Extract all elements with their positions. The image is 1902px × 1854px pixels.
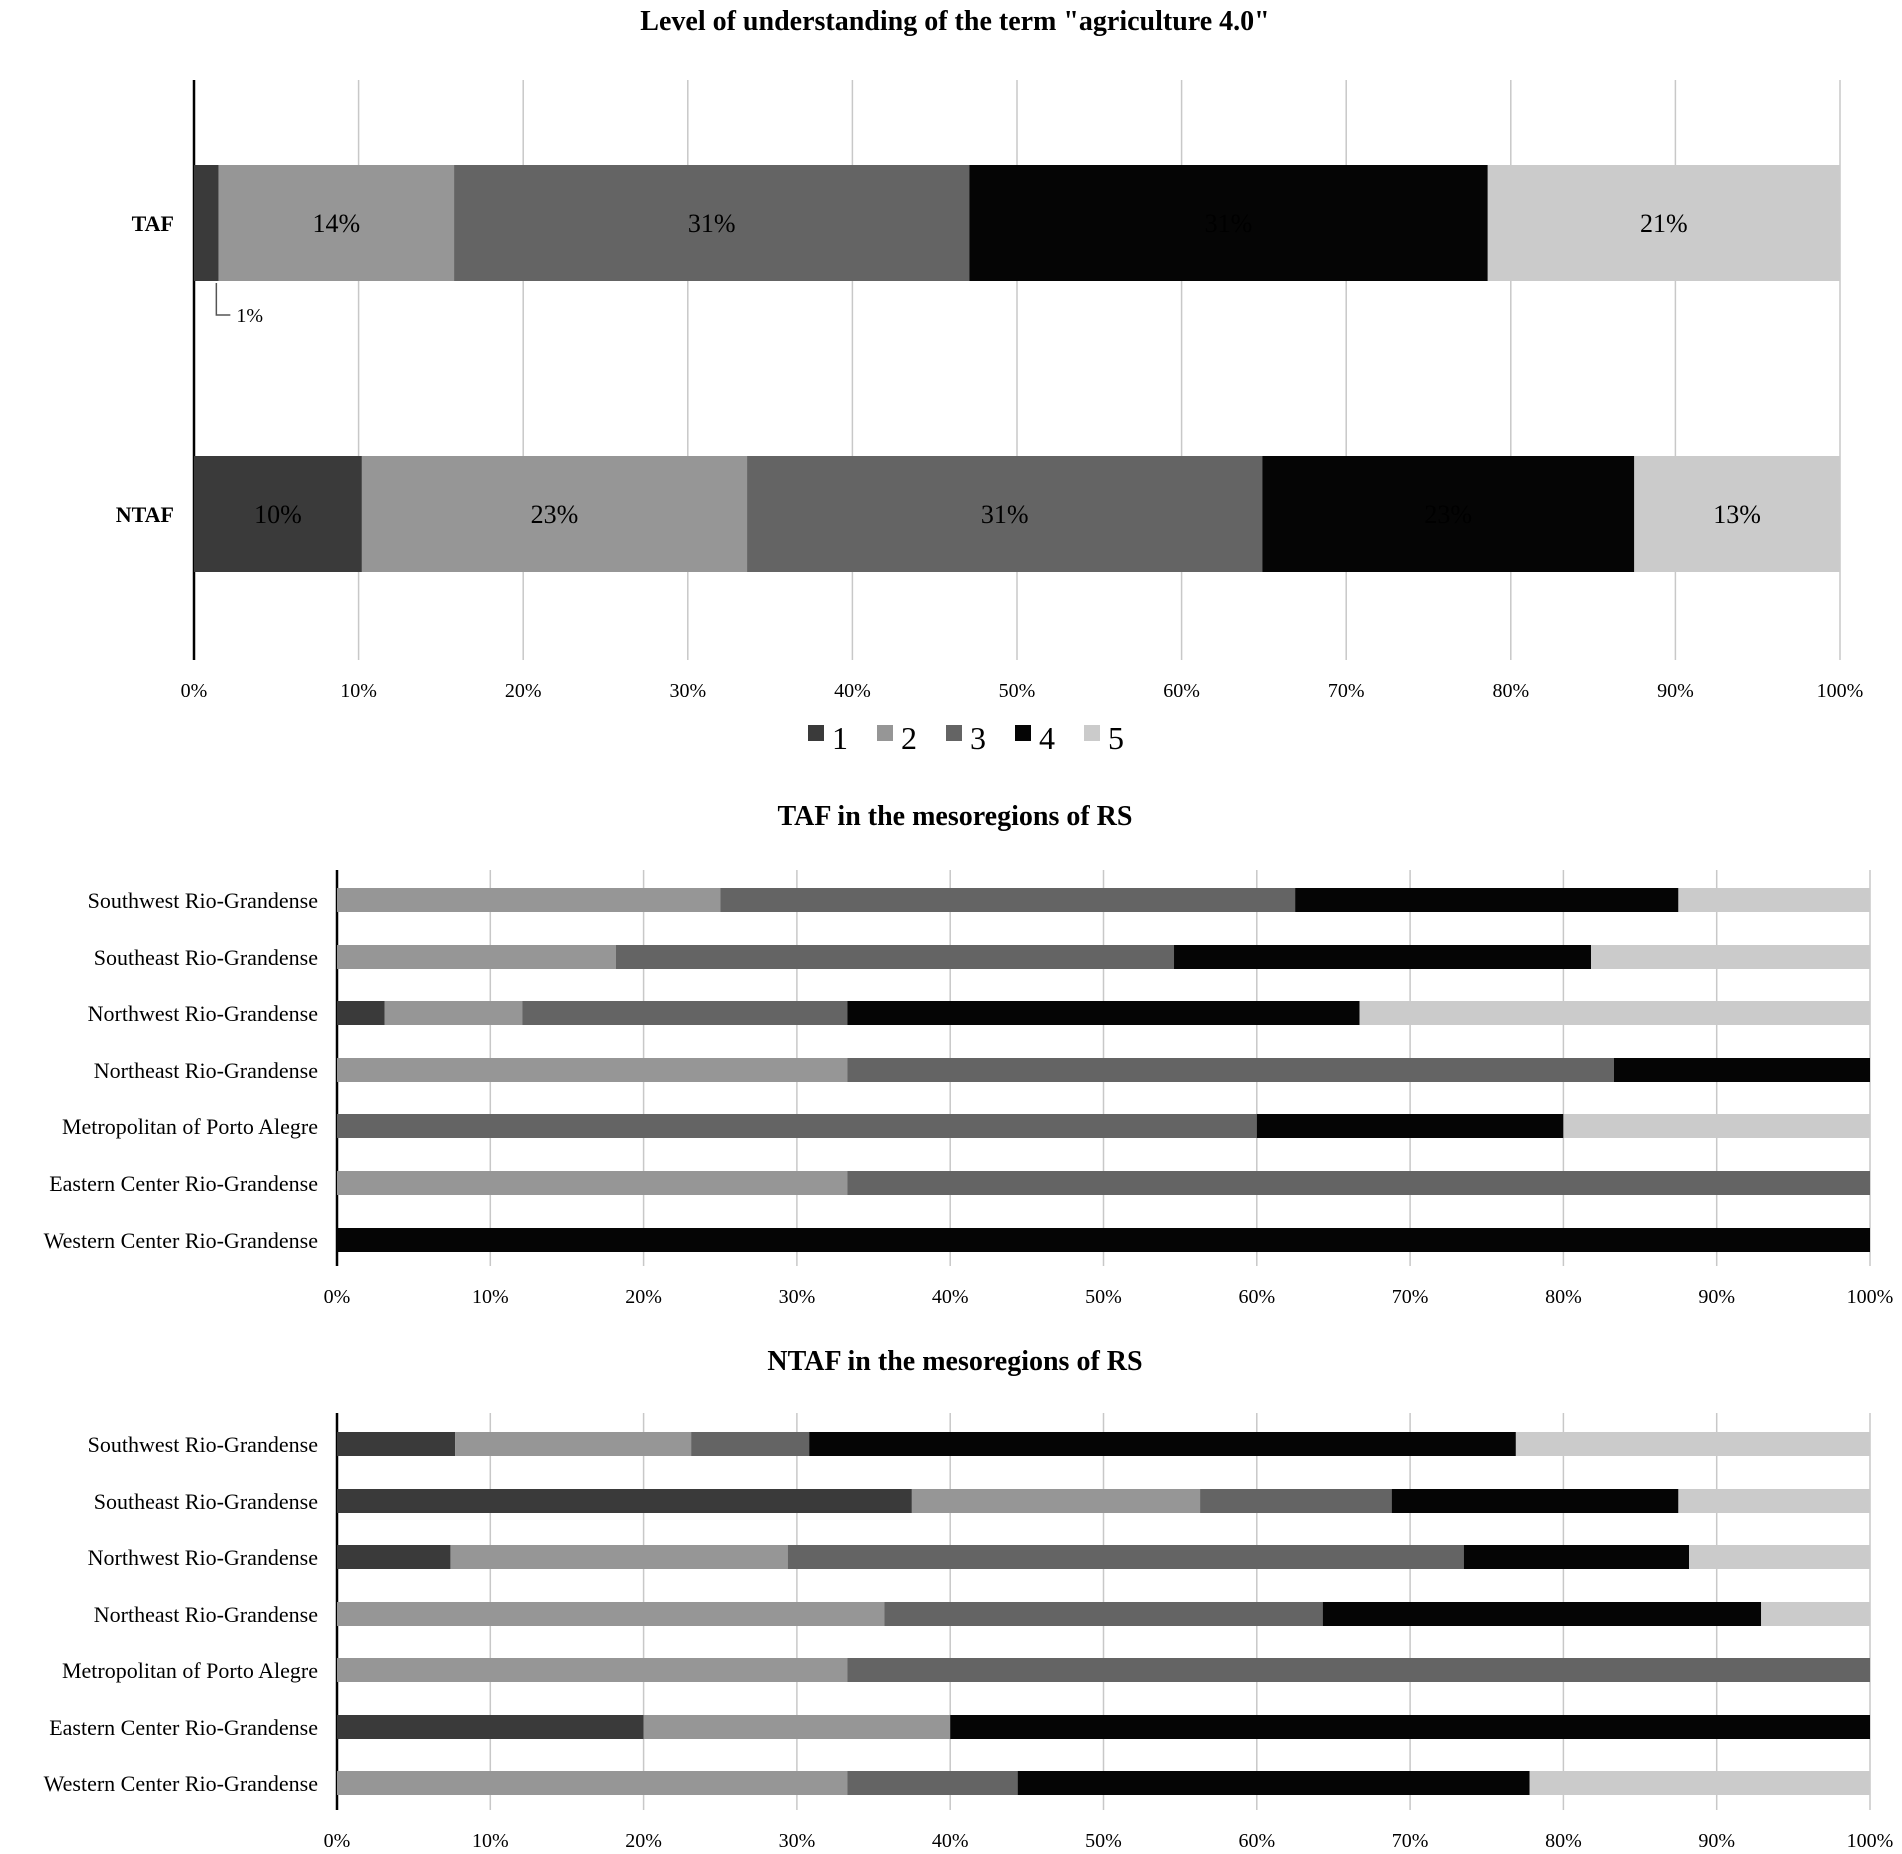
category-label: Eastern Center Rio-Grandense bbox=[49, 1715, 318, 1740]
data-label: 31% bbox=[980, 500, 1029, 529]
legend-label: 4 bbox=[1039, 720, 1055, 756]
legend-swatch bbox=[877, 725, 893, 741]
bar-segment bbox=[385, 1001, 523, 1025]
x-tick-label: 100% bbox=[1816, 680, 1864, 702]
x-tick-label: 70% bbox=[1391, 1286, 1429, 1308]
data-label: 23% bbox=[530, 500, 579, 529]
data-label: 21% bbox=[1640, 209, 1688, 238]
bar-segment bbox=[847, 1771, 1017, 1795]
category-label: Southeast Rio-Grandense bbox=[93, 1489, 318, 1514]
x-tick-label: 30% bbox=[778, 1830, 816, 1852]
bar-segment bbox=[691, 1432, 809, 1456]
x-tick-label: 80% bbox=[1492, 680, 1530, 702]
bar-segment bbox=[1200, 1489, 1392, 1513]
data-label: 23% bbox=[1424, 500, 1473, 529]
bar-segment bbox=[337, 1432, 455, 1456]
x-tick-label: 30% bbox=[669, 680, 707, 702]
x-tick-label: 70% bbox=[1327, 680, 1365, 702]
category-label: Northeast Rio-Grandense bbox=[93, 1602, 318, 1627]
bar-segment bbox=[1018, 1771, 1530, 1795]
legend-label: 1 bbox=[832, 720, 848, 756]
bar-segment bbox=[950, 1715, 1870, 1739]
bar-segment bbox=[337, 1114, 1257, 1138]
bar-segment bbox=[847, 1658, 1870, 1682]
bar-segment bbox=[337, 1489, 912, 1513]
legend-swatch bbox=[1084, 725, 1100, 741]
bar-segment bbox=[1530, 1771, 1870, 1795]
legend-label: 2 bbox=[901, 720, 917, 756]
bar-segment bbox=[1257, 1114, 1564, 1138]
bar-segment bbox=[1761, 1602, 1870, 1626]
category-label: Southeast Rio-Grandense bbox=[93, 945, 318, 970]
bar-segment bbox=[337, 1658, 847, 1682]
x-tick-label: 50% bbox=[998, 680, 1036, 702]
x-tick-label: 40% bbox=[931, 1286, 969, 1308]
bar-segment bbox=[644, 1715, 951, 1739]
bar-segment bbox=[847, 1001, 1359, 1025]
x-tick-label: 50% bbox=[1085, 1286, 1122, 1308]
legend-swatch bbox=[946, 725, 962, 741]
category-label: Western Center Rio-Grandense bbox=[43, 1228, 318, 1253]
x-tick-label: 40% bbox=[931, 1830, 969, 1852]
bar-segment bbox=[450, 1545, 787, 1569]
bar-segment bbox=[337, 1228, 1870, 1252]
data-label: 14% bbox=[312, 209, 361, 238]
x-tick-label: 10% bbox=[471, 1830, 509, 1852]
x-tick-label: 80% bbox=[1545, 1830, 1582, 1852]
x-tick-label: 0% bbox=[323, 1286, 351, 1308]
bar-segment bbox=[616, 945, 1174, 969]
bar-segment bbox=[522, 1001, 847, 1025]
bar-segment bbox=[1563, 1114, 1870, 1138]
legend-label: 3 bbox=[970, 720, 986, 756]
chart-taf-mesoregions bbox=[44, 801, 1894, 1308]
x-tick-label: 40% bbox=[834, 680, 871, 702]
bar-segment bbox=[1360, 1001, 1870, 1025]
data-label: 31% bbox=[687, 209, 736, 238]
legend-swatch bbox=[1015, 725, 1031, 741]
x-tick-label: 60% bbox=[1238, 1286, 1276, 1308]
category-label: TAF bbox=[131, 211, 174, 236]
bar-segment bbox=[1678, 1489, 1870, 1513]
chart-title: TAF in the mesoregions of RS bbox=[777, 801, 1133, 832]
chart-title: NTAF in the mesoregions of RS bbox=[767, 1346, 1143, 1377]
bar-segment bbox=[1689, 1545, 1870, 1569]
bar-segment bbox=[337, 1602, 884, 1626]
bar-segment bbox=[809, 1432, 1516, 1456]
bar-segment bbox=[337, 1058, 847, 1082]
category-label: Eastern Center Rio-Grandense bbox=[49, 1171, 318, 1196]
category-label: Metropolitan of Porto Alegre bbox=[61, 1114, 318, 1139]
x-tick-label: 20% bbox=[504, 680, 542, 702]
category-label: Northwest Rio-Grandense bbox=[87, 1545, 318, 1570]
data-label: 31% bbox=[1204, 209, 1253, 238]
category-label: Northeast Rio-Grandense bbox=[93, 1058, 318, 1083]
x-tick-label: 100% bbox=[1846, 1830, 1894, 1852]
bar-segment bbox=[194, 165, 219, 281]
bar-segment bbox=[455, 1432, 691, 1456]
x-tick-label: 80% bbox=[1545, 1286, 1582, 1308]
data-label: 10% bbox=[254, 500, 302, 529]
x-tick-label: 100% bbox=[1846, 1286, 1894, 1308]
bar-segment bbox=[1591, 945, 1870, 969]
bar-segment bbox=[1174, 945, 1591, 969]
bar-segment bbox=[337, 1001, 385, 1025]
x-tick-label: 90% bbox=[1657, 680, 1694, 702]
x-tick-label: 60% bbox=[1163, 680, 1200, 702]
x-tick-label: 10% bbox=[471, 1286, 509, 1308]
bar-segment bbox=[337, 1171, 847, 1195]
bar-segment bbox=[1678, 888, 1870, 912]
bar-segment bbox=[847, 1058, 1614, 1082]
x-tick-label: 20% bbox=[625, 1286, 662, 1308]
x-tick-label: 60% bbox=[1238, 1830, 1276, 1852]
bar-segment bbox=[337, 888, 720, 912]
bar-segment bbox=[788, 1545, 1464, 1569]
bar-segment bbox=[1295, 888, 1678, 912]
bar-segment bbox=[337, 1771, 847, 1795]
x-tick-label: 30% bbox=[778, 1286, 816, 1308]
bar-segment bbox=[1614, 1058, 1870, 1082]
x-tick-label: 70% bbox=[1391, 1830, 1429, 1852]
x-tick-label: 90% bbox=[1698, 1830, 1736, 1852]
legend bbox=[808, 720, 1124, 756]
data-label-leader bbox=[216, 283, 230, 315]
bar-segment bbox=[1392, 1489, 1679, 1513]
category-label: Southwest Rio-Grandense bbox=[87, 888, 318, 913]
data-label: 1% bbox=[236, 305, 264, 327]
x-tick-label: 50% bbox=[1085, 1830, 1122, 1852]
category-label: NTAF bbox=[115, 502, 174, 527]
chart-title: Level of understanding of the term "agriculture 4.0" bbox=[640, 6, 1270, 37]
x-tick-label: 20% bbox=[625, 1830, 662, 1852]
legend-label: 5 bbox=[1108, 720, 1124, 756]
data-label: 13% bbox=[1713, 500, 1761, 529]
category-label: Western Center Rio-Grandense bbox=[43, 1771, 318, 1796]
x-tick-label: 10% bbox=[340, 680, 377, 702]
bar-segment bbox=[337, 945, 616, 969]
category-label: Northwest Rio-Grandense bbox=[87, 1001, 318, 1026]
bar-segment bbox=[1323, 1602, 1761, 1626]
x-tick-label: 0% bbox=[323, 1830, 351, 1852]
bar-segment bbox=[337, 1715, 644, 1739]
category-label: Metropolitan of Porto Alegre bbox=[61, 1658, 318, 1683]
x-tick-label: 0% bbox=[180, 680, 208, 702]
bar-segment bbox=[1516, 1432, 1870, 1456]
bar-segment bbox=[884, 1602, 1322, 1626]
x-tick-label: 90% bbox=[1698, 1286, 1736, 1308]
legend-swatch bbox=[808, 725, 824, 741]
bar-segment bbox=[847, 1171, 1870, 1195]
chart-agriculture-understanding bbox=[116, 6, 1864, 756]
bar-segment bbox=[337, 1545, 450, 1569]
category-label: Southwest Rio-Grandense bbox=[87, 1432, 318, 1457]
bar-segment bbox=[912, 1489, 1200, 1513]
bar-segment bbox=[1464, 1545, 1689, 1569]
bar-segment bbox=[720, 888, 1295, 912]
chart-ntaf-mesoregions bbox=[44, 1346, 1894, 1852]
